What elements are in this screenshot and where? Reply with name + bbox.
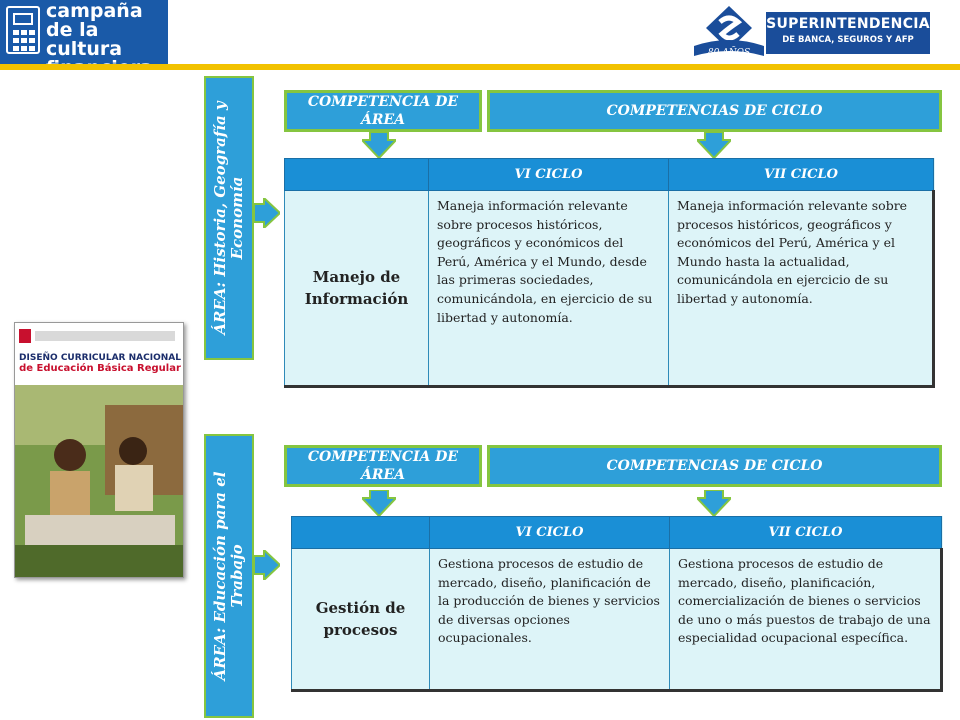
competencia-area-box: COMPETENCIA DE ÁREA <box>284 90 482 132</box>
competencias-table-trabajo <box>291 516 943 692</box>
vi-ciclo-description: Gestiona procesos de estudio de mercado, diseño, planificación de la producción de bienes y servicios de diversas opciones ocupacionales. <box>430 549 670 691</box>
book-cover-photo <box>15 385 184 578</box>
competencia-area-box: COMPETENCIA DE ÁREA <box>284 445 482 487</box>
arrow-down-icon <box>697 132 731 158</box>
competencias-ciclo-box: COMPETENCIAS DE CICLO <box>487 90 942 132</box>
table-corner <box>285 159 429 191</box>
book-top-band <box>15 323 184 349</box>
sbs-name: SUPERINTENDENCIA <box>766 16 930 32</box>
arrow-right-icon <box>254 198 280 228</box>
curriculum-book-cover <box>14 322 184 578</box>
area-label-historia: ÁREA: Historia, Geografía y Economía <box>204 76 254 360</box>
row-label-manejo-informacion: Manejo de Información <box>285 191 429 387</box>
campaign-title: campaña de la cultura <box>46 0 143 60</box>
column-header-vii-ciclo: VII CICLO <box>670 517 942 549</box>
area-label-educacion-trabajo: ÁREA: Educación para el Trabajo <box>204 434 254 718</box>
row-label-gestion-procesos: Gestión de procesos <box>292 549 430 691</box>
column-header-vi-ciclo: VI CICLO <box>430 517 670 549</box>
vii-ciclo-description: Maneja información relevante sobre procesos históricos, geográficos y económicos del Perú, América y el Mundo hasta la actualidad, comunicándola en ejercicio de su libertad y autonomía. <box>669 191 934 387</box>
sbs-subtitle: DE BANCA, SEGUROS Y AFP <box>782 35 914 45</box>
vii-ciclo-description: Gestiona procesos de estudio de mercado, diseño, planificación, comercialización de bienes o servicios de uno o más puestos de trabajo de una especialidad ocupacional específica. <box>670 549 942 691</box>
vi-ciclo-description: Maneja información relevante sobre procesos históricos, geográficos y económicos del Perú, América y el Mundo, desde las primeras sociedades, comunicándola, en ejercicio de su libertad y autonomía. <box>429 191 669 387</box>
book-title: DISEÑO CURRICULAR NACIONAL de Educación Básica Regular <box>15 349 184 385</box>
arrow-down-icon <box>362 132 396 158</box>
header-bar <box>0 0 960 66</box>
header-divider <box>0 64 960 70</box>
arrow-down-icon <box>362 490 396 516</box>
peru-flag-icon <box>19 329 31 343</box>
campaign-banner <box>0 0 168 66</box>
column-header-vii-ciclo: VII CICLO <box>669 159 934 191</box>
arrow-down-icon <box>697 490 731 516</box>
column-header-vi-ciclo: VI CICLO <box>429 159 669 191</box>
competencias-ciclo-box: COMPETENCIAS DE CICLO <box>487 445 942 487</box>
sbs-emblem-icon <box>690 4 768 62</box>
arrow-right-icon <box>254 550 280 580</box>
competencias-table-historia <box>284 158 935 388</box>
sbs-logo <box>766 12 930 54</box>
sbs-anniversary: 80 AÑOS <box>707 48 751 58</box>
calculator-icon <box>6 6 40 54</box>
table-corner <box>292 517 430 549</box>
